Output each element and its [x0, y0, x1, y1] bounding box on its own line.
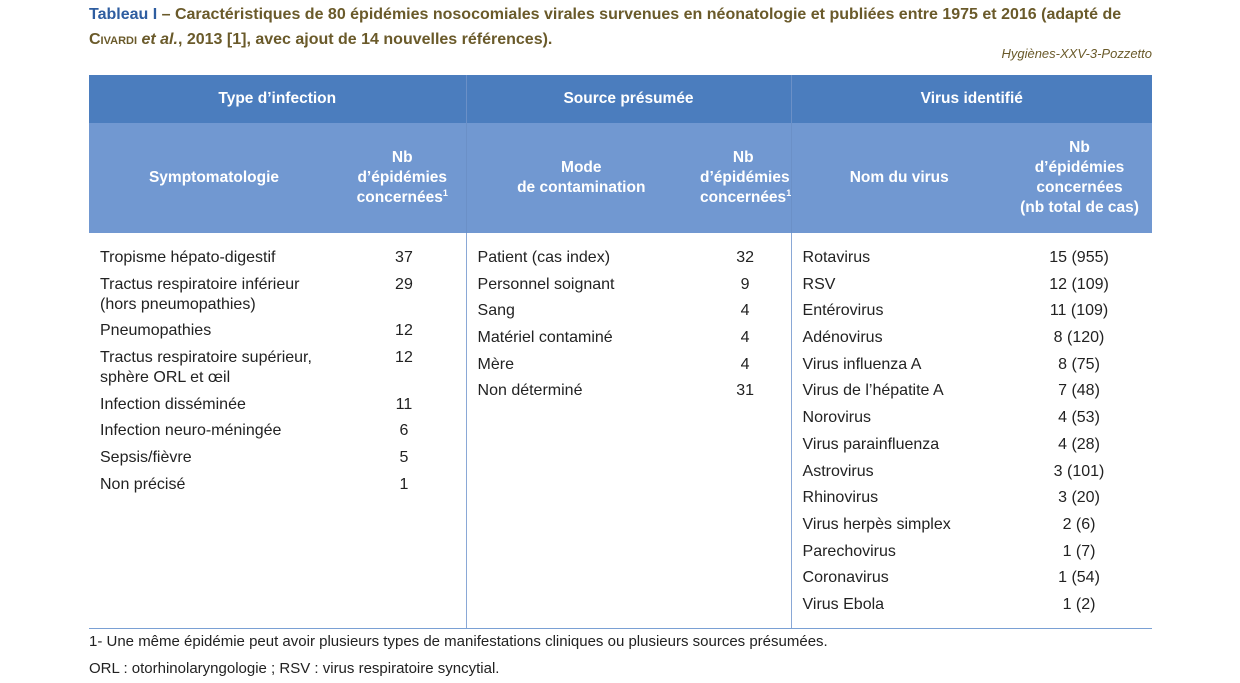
source-label: Mère — [477, 355, 514, 373]
subheader-symptomatologie: Symptomatologie — [89, 123, 339, 233]
source-count: 4 — [740, 302, 750, 320]
footnote-1: 1- Une même épidémie peut avoir plusieurs types de manifestations cliniques ou plusieurs sources présumées. — [89, 633, 828, 650]
caption-etal: et al. — [141, 31, 178, 48]
list-item — [792, 515, 1153, 535]
infection-label: Infection neuro-méningée — [100, 422, 282, 440]
epidemics-table — [89, 75, 1152, 629]
subheader-nb3-line1: Nb — [1069, 139, 1090, 156]
infection-label-line2: sphère ORL et œil — [100, 369, 231, 387]
virus-label: Parechovirus — [802, 542, 896, 560]
group-header-virus: Virus identifié — [791, 75, 1152, 123]
footnote-marker: 1 — [786, 187, 792, 198]
virus-count: 1 (7) — [1062, 542, 1096, 560]
infection-count: 12 — [395, 349, 413, 367]
infection-label: Tractus respiratoire supérieur, — [100, 349, 312, 367]
source-label: Sang — [477, 302, 515, 320]
infection-count: 1 — [399, 475, 409, 493]
list-item — [467, 248, 791, 268]
body-row — [89, 233, 1152, 629]
virus-label: Virus Ebola — [802, 595, 885, 613]
infection-label: Infection disséminée — [100, 395, 246, 413]
source-count: 4 — [740, 355, 750, 373]
caption-text-3: , 2013 [1], avec ajout de 14 nouvelles références). — [177, 31, 553, 48]
source-label: Matériel contaminé — [477, 329, 613, 347]
group-header-infection: Type d’infection — [89, 75, 466, 123]
subheader-nb1-line1: Nb — [391, 149, 413, 166]
infection-label: Tropisme hépato-digestif — [100, 249, 276, 266]
infection-count: 29 — [395, 275, 413, 293]
infection-types-cell — [89, 233, 466, 629]
virus-label: Adénovirus — [802, 329, 883, 347]
virus-count: 4 (28) — [1058, 435, 1100, 453]
subheader-nb-virus — [1007, 123, 1152, 233]
subheader-nb-infection — [339, 123, 466, 233]
source-label: Non déterminé — [477, 382, 583, 400]
list-item — [467, 275, 791, 295]
list-item — [792, 381, 1153, 401]
virus-count: 1 (54) — [1058, 569, 1100, 587]
list-item — [792, 355, 1153, 375]
virus-count: 8 (75) — [1058, 355, 1100, 373]
infection-count: 37 — [395, 249, 413, 266]
virus-count: 2 (6) — [1062, 515, 1096, 533]
list-item — [89, 395, 466, 415]
list-item — [792, 435, 1153, 455]
list-item — [89, 321, 466, 341]
list-item — [792, 542, 1153, 562]
list-item — [467, 301, 791, 321]
subheader-mode-line2: de contamination — [517, 179, 646, 196]
infection-label: Sepsis/fièvre — [100, 449, 192, 467]
subheader-mode-line1: Mode — [561, 159, 602, 176]
infection-count: 5 — [399, 449, 409, 467]
list-item — [89, 421, 466, 441]
table-caption — [89, 2, 1164, 52]
list-item — [792, 595, 1153, 615]
source-count: 9 — [740, 275, 750, 293]
list-item — [89, 448, 466, 468]
subheader-nb2-line3: concernées — [700, 189, 787, 206]
infection-label: Tractus respiratoire inférieur — [100, 275, 300, 293]
subheader-nb2-line2: d’épidémies — [700, 169, 790, 186]
virus-label: Coronavirus — [802, 569, 889, 587]
virus-label: Virus herpès simplex — [802, 515, 951, 533]
footnote-abbreviations: ORL : otorhinolaryngologie ; RSV : virus respiratoire syncytial. — [89, 660, 500, 677]
viruses-cell — [791, 233, 1152, 629]
list-item — [792, 328, 1153, 348]
list-item — [467, 355, 791, 375]
subheader-nb3-line3: concernées — [1036, 179, 1123, 196]
infection-count: 11 — [395, 395, 413, 413]
list-item — [792, 301, 1153, 321]
virus-count: 4 (53) — [1058, 409, 1100, 427]
list-item — [89, 275, 466, 315]
virus-label: Norovirus — [802, 409, 871, 427]
virus-count: 8 (120) — [1053, 329, 1105, 347]
infection-label-line2: (hors pneumopathies) — [100, 295, 256, 313]
footnote-marker: 1 — [442, 187, 448, 198]
infection-label: Pneumopathies — [100, 322, 212, 340]
group-header-row — [89, 75, 1152, 123]
journal-reference: Hygiènes-XXV-3-Pozzetto — [1001, 46, 1152, 61]
caption-author: Civardi — [89, 31, 138, 48]
caption-text-1: – Caractéristiques de 80 épidémies nosocomiales virales survenues en néonatologie et publiées entre 1975 et 2016 (adapté de — [157, 6, 1122, 23]
infection-label: Non précisé — [100, 475, 186, 493]
source-count: 4 — [740, 329, 750, 347]
virus-label: Virus parainfluenza — [802, 435, 940, 453]
subheader-virus-name: Nom du virus — [791, 123, 1007, 233]
group-header-source: Source présumée — [466, 75, 791, 123]
virus-count: 15 (955) — [1049, 249, 1109, 266]
infection-count: 12 — [395, 322, 413, 340]
list-item — [89, 475, 466, 495]
virus-label: Astrovirus — [802, 462, 874, 480]
list-item — [792, 488, 1153, 508]
virus-label: Virus de l’hépatite A — [802, 382, 944, 400]
list-item — [792, 462, 1153, 482]
list-item — [792, 408, 1153, 428]
list-item — [792, 275, 1153, 295]
source-count: 32 — [736, 249, 754, 266]
virus-count: 7 (48) — [1058, 382, 1100, 400]
list-item — [792, 248, 1153, 268]
source-label: Personnel soignant — [477, 275, 615, 293]
virus-label: Rotavirus — [802, 249, 871, 266]
source-label: Patient (cas index) — [477, 249, 611, 266]
subheader-nb3-line4: (nb total de cas) — [1020, 199, 1139, 216]
list-item — [467, 328, 791, 348]
list-item — [467, 381, 791, 401]
virus-count: 1 (2) — [1062, 595, 1096, 613]
virus-count: 11 (109) — [1049, 302, 1109, 320]
virus-label: Entérovirus — [802, 302, 884, 320]
list-item — [89, 348, 466, 388]
virus-label: RSV — [802, 275, 836, 293]
subheader-nb-source — [696, 123, 791, 233]
infection-count: 6 — [399, 422, 409, 440]
caption-lead: Tableau I — [89, 6, 158, 23]
subheader-nb2-line1: Nb — [732, 149, 754, 166]
virus-label: Rhinovirus — [802, 489, 879, 507]
virus-count: 12 (109) — [1049, 275, 1109, 293]
source-count: 31 — [736, 382, 754, 400]
sources-cell — [466, 233, 791, 629]
virus-count: 3 (20) — [1058, 489, 1100, 507]
list-item — [89, 248, 466, 268]
subheader-nb1-line2: d’épidémies — [357, 169, 448, 186]
sub-header-row — [89, 123, 1152, 233]
subheader-mode — [466, 123, 696, 233]
subheader-nb1-line3: concernées — [356, 189, 443, 206]
virus-label: Virus influenza A — [802, 355, 922, 373]
virus-count: 3 (101) — [1053, 462, 1105, 480]
subheader-nb3-line2: d’épidémies — [1034, 159, 1125, 176]
list-item — [792, 568, 1153, 588]
